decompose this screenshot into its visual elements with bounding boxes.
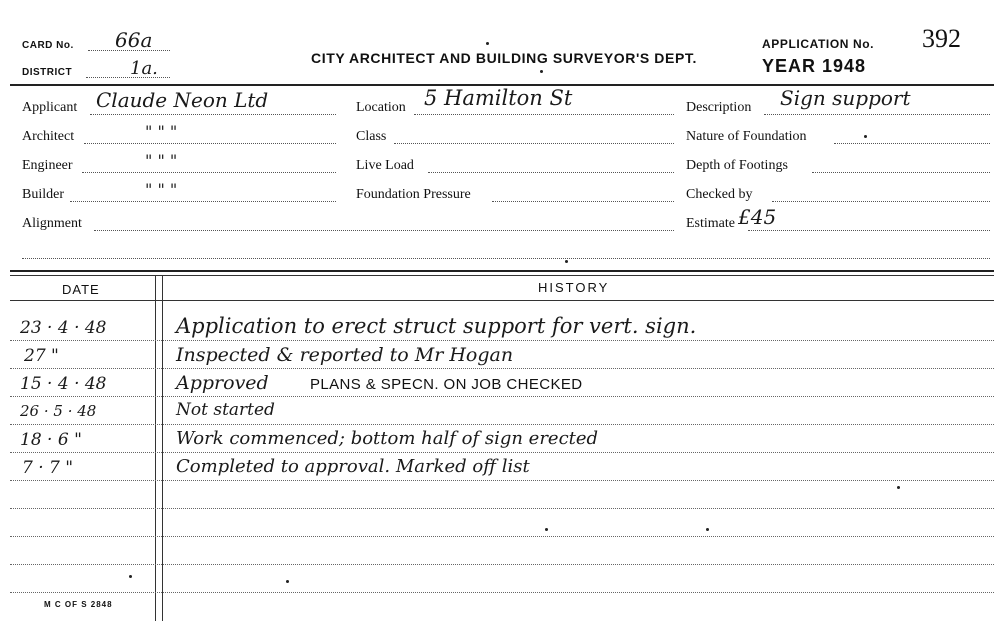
engineer-value: " " " — [145, 151, 178, 170]
history-date: 27 " — [24, 346, 59, 366]
location-label: Location — [356, 100, 406, 115]
checked-by-label: Checked by — [686, 187, 753, 202]
live-load-label: Live Load — [356, 158, 414, 173]
history-entry: Inspected & reported to Mr Hogan — [176, 344, 514, 366]
history-entry: Work commenced; bottom half of sign erected — [176, 428, 599, 449]
builder-value: " " " — [145, 180, 178, 199]
history-line — [10, 480, 994, 481]
date-column-header: DATE — [62, 282, 100, 297]
description-value: Sign support — [780, 86, 911, 110]
foundation-pressure-label: Foundation Pressure — [356, 187, 471, 202]
scan-speck — [129, 575, 132, 578]
engineer-line — [82, 172, 336, 173]
foundation-pressure-line — [492, 201, 674, 202]
scan-speck — [706, 528, 709, 531]
class-line — [394, 143, 674, 144]
history-line — [10, 536, 994, 537]
history-date: 18 · 6 " — [20, 430, 82, 450]
history-date: 26 · 5 · 48 — [20, 402, 97, 420]
scan-speck — [897, 486, 900, 489]
date-column-divider-inner — [162, 276, 163, 621]
nature-line — [834, 143, 990, 144]
history-line — [10, 564, 994, 565]
depth-of-footings-label: Depth of Footings — [686, 158, 788, 173]
scan-speck — [864, 135, 867, 138]
history-top-rule-inner — [10, 275, 994, 276]
history-line — [10, 396, 994, 397]
form-code: M C OF S 2848 — [44, 600, 113, 609]
architect-label: Architect — [22, 129, 75, 144]
dept-title: CITY ARCHITECT AND BUILDING SURVEYOR'S DEPT. — [311, 50, 697, 66]
history-top-rule — [10, 270, 994, 272]
scan-speck — [540, 70, 543, 73]
district-label: DISTRICT — [22, 67, 73, 78]
description-label: Description — [686, 100, 752, 115]
history-entry: Approved — [176, 372, 269, 394]
estimate-label: Estimate — [686, 216, 735, 231]
history-line — [10, 592, 994, 593]
applicant-label: Applicant — [22, 100, 78, 115]
scan-speck — [486, 42, 489, 45]
alignment-label: Alignment — [22, 216, 82, 231]
estimate-value: £45 — [738, 205, 777, 229]
architect-value: " " " — [145, 122, 178, 141]
applicant-line — [90, 114, 336, 115]
year-label: YEAR 1948 — [762, 56, 867, 76]
history-line — [10, 424, 994, 425]
builder-label: Builder — [22, 187, 64, 202]
history-entry: Application to erect struct support for vert. sign. — [176, 314, 697, 338]
application-label: APPLICATION No. — [762, 37, 875, 51]
history-entry: Not started — [176, 400, 275, 420]
applicant-value: Claude Neon Ltd — [96, 88, 269, 112]
district-value: 1a. — [130, 58, 158, 79]
history-line — [10, 368, 994, 369]
history-date: 15 · 4 · 48 — [20, 374, 107, 394]
checked-line — [772, 201, 990, 202]
description-line — [764, 114, 990, 115]
scan-speck — [545, 528, 548, 531]
scan-speck — [565, 260, 568, 263]
history-line — [10, 508, 994, 509]
card-no-label: CARD No. — [22, 40, 74, 51]
estimate-line — [748, 230, 990, 231]
alignment-line — [94, 230, 674, 231]
history-column-header: HISTORY — [538, 280, 610, 295]
history-line — [10, 452, 994, 453]
card-no-value: 66a — [115, 28, 153, 52]
depth-line — [812, 172, 990, 173]
builder-line — [70, 201, 336, 202]
extra-field-line — [22, 258, 990, 259]
history-date: 23 · 4 · 48 — [20, 318, 107, 338]
date-column-divider — [155, 276, 156, 621]
history-entry: Completed to approval. Marked off list — [176, 456, 530, 477]
location-line — [414, 114, 674, 115]
nature-of-foundation-label: Nature of Foundation — [686, 129, 807, 144]
application-number: 392 — [922, 24, 961, 53]
live-load-line — [428, 172, 674, 173]
scan-speck — [286, 580, 289, 583]
history-date: 7 · 7 " — [22, 458, 74, 478]
history-line — [10, 340, 994, 341]
architect-line — [84, 143, 336, 144]
location-value: 5 Hamilton St — [424, 86, 573, 110]
history-header-rule — [10, 300, 994, 301]
engineer-label: Engineer — [22, 158, 73, 173]
approval-stamp: PLANS & SPECN. ON JOB CHECKED — [310, 376, 583, 393]
class-label: Class — [356, 129, 387, 144]
